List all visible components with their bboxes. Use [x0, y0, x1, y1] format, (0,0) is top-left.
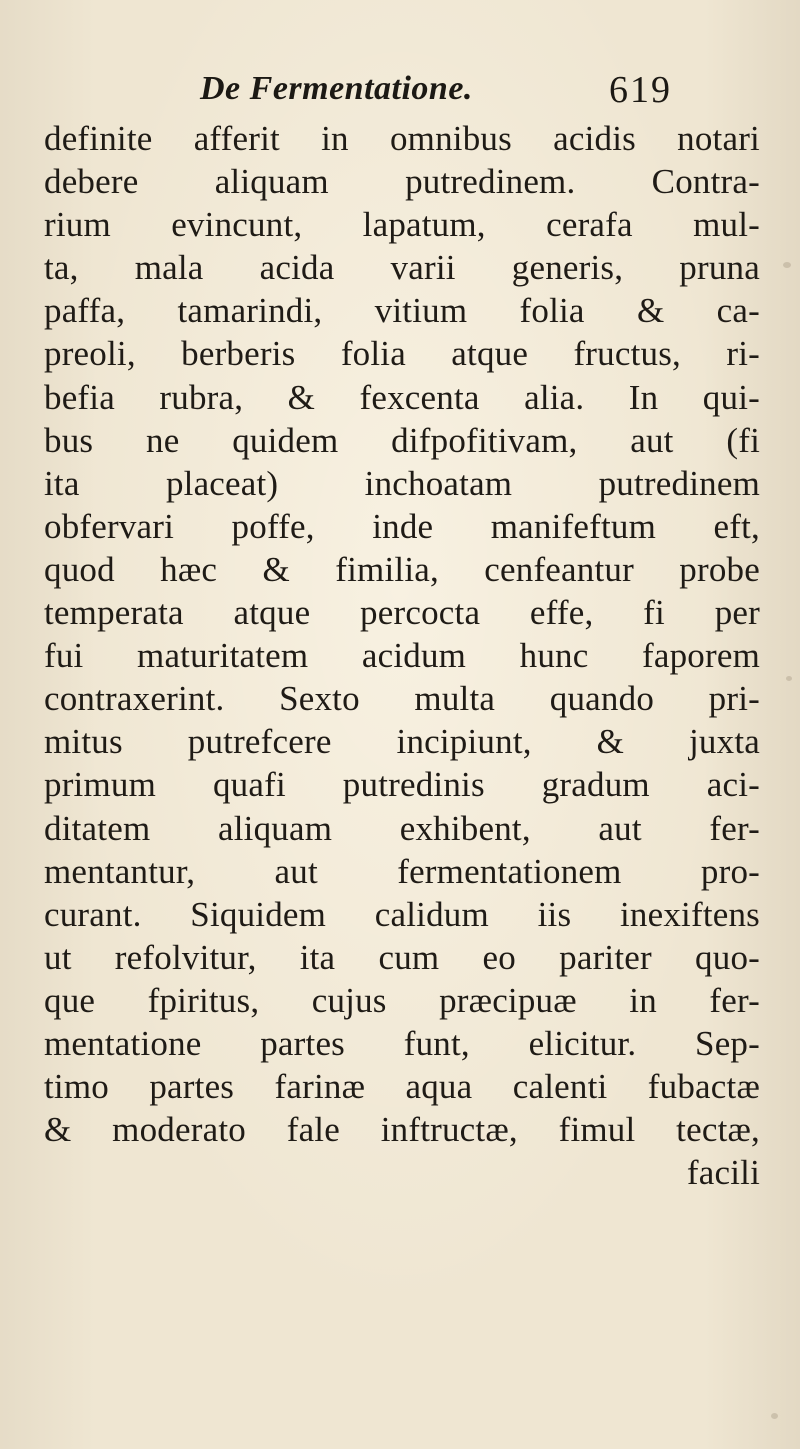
text-line: mentantur, aut fermentationem pro-	[44, 851, 760, 891]
text-line: mitus putrefcere incipiunt, & juxta	[44, 722, 760, 762]
text-line: fui maturitatem acidum hunc faporem	[44, 636, 760, 676]
text-line: que fpiritus, cujus præcipuæ in fer-	[44, 980, 760, 1020]
text-line: quod hæc & fimilia, cenfeantur probe	[44, 549, 760, 589]
text-line: ta, mala acida varii generis, pruna	[44, 248, 760, 288]
text-line: debere aliquam putredinem. Contra-	[44, 162, 760, 202]
paper-speck	[771, 1413, 778, 1419]
text-line: obfervari poffe, inde manifeftum eft,	[44, 506, 760, 546]
running-title: De Fermentatione.	[200, 70, 473, 107]
text-line: & moderato fale inftructæ, fimul tectæ,	[44, 1110, 760, 1150]
text-line: paffa, tamarindi, vitium folia & ca-	[44, 291, 760, 331]
text-line: ditatem aliquam exhibent, aut fer-	[44, 808, 760, 848]
text-line: primum quafi putredinis gradum aci-	[44, 765, 760, 805]
text-line: ita placeat) inchoatam putredinem	[44, 463, 760, 503]
page-header	[200, 66, 672, 116]
text-line: contraxerint. Sexto multa quando pri-	[44, 679, 760, 719]
paper-speck	[786, 676, 792, 681]
text-line: preoli, berberis folia atque fructus, ri-	[44, 334, 760, 374]
text-line: timo partes farinæ aqua calenti fubactæ	[44, 1067, 760, 1107]
text-line: ut refolvitur, ita cum eo pariter quo-	[44, 937, 760, 977]
catchword: facili	[686, 1153, 760, 1193]
text-line: rium evincunt, lapatum, cerafa mul-	[44, 205, 760, 245]
text-line: temperata atque percocta effe, fi per	[44, 593, 760, 633]
text-line: bus ne quidem difpofitivam, aut (fi	[44, 420, 760, 460]
text-line: definite afferit in omnibus acidis notari	[44, 119, 760, 158]
text-line: befia rubra, & fexcenta alia. In qui-	[44, 377, 760, 417]
page-number: 619	[609, 69, 672, 111]
body-text	[44, 117, 760, 1194]
paper-speck	[783, 262, 791, 268]
text-line: mentatione partes funt, elicitur. Sep-	[44, 1023, 760, 1063]
text-line: curant. Siquidem calidum iis inexiftens	[44, 894, 760, 934]
